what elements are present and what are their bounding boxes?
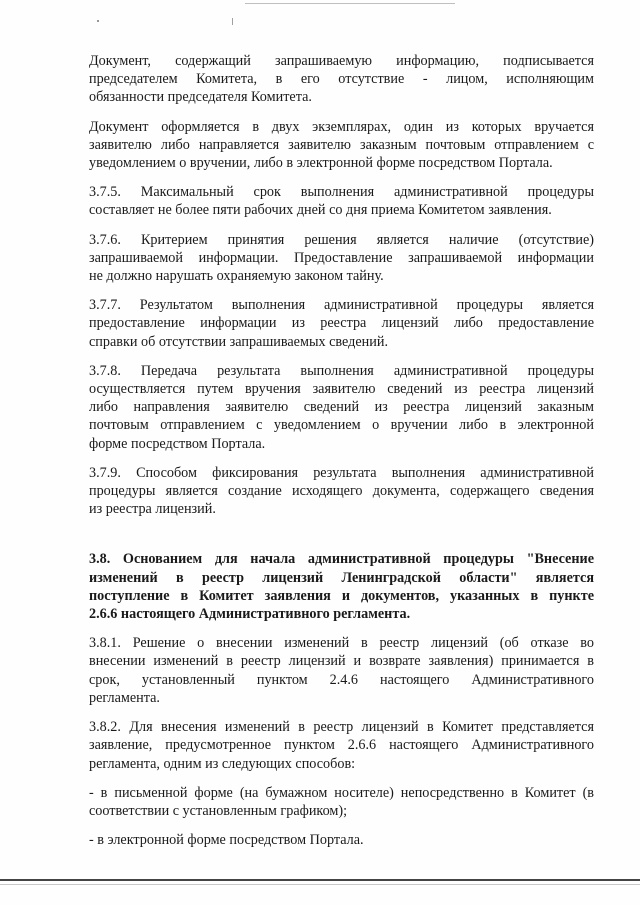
paragraph-3-7-9: 3.7.9. Способом фиксирования результата выполнения административной процедуры является создание исходящего документа, содержащего сведения из реестра лицензий.: [89, 464, 594, 518]
paragraph-3-8-1: 3.8.1. Решение о внесении изменений в реестр лицензий (об отказе во внесении изменений в реестр лицензий и возврате заявления) принимается в срок, установленный пунктом 2.4.6 настоящего Административного регламента.: [89, 635, 594, 706]
scan-artifact-line: [0, 884, 640, 885]
paragraph-p1: Документ, содержащий запрашиваемую информацию, подписывается председателем Комитета, в его отсутствие - лицом, исполняющим обязанности председателя Комитета.: [89, 53, 594, 106]
paragraph-3-7-7: 3.7.7. Результатом выполнения административной процедуры является предоставление информации из реестра лицензий либо предоставление справки об отсутствии запрашиваемых сведений.: [89, 297, 594, 350]
section-heading-3-8: 3.8. Основанием для начала административной процедуры "Внесение изменений в реестр лицензий Ленинградской области" является поступление в Комитет заявления и документов, указанных в пункте 2.6.6 настоящего Административного регламента.: [89, 551, 594, 623]
list-item: - в письменной форме (на бумажном носителе) непосредственно в Комитет (в соответствии с установленным графиком);: [89, 784, 594, 819]
paragraph-3-7-5: 3.7.5. Максимальный срок выполнения административной процедуры составляет не более пяти рабочих дней со дня приема Комитетом заявления.: [89, 184, 594, 219]
page-bottom-edge: [0, 879, 640, 881]
paragraph-3-8-2: 3.8.2. Для внесения изменений в реестр лицензий в Комитет представляется заявление, предусмотренное пунктом 2.6.6 настоящего Административного регламента, одним из следующих способов:: [89, 719, 594, 772]
scan-speck: [232, 18, 233, 25]
scan-artifact-line: [245, 3, 455, 4]
scan-speck: [97, 20, 99, 22]
paragraph-3-7-8: 3.7.8. Передача результата выполнения административной процедуры осуществляется путем вручения заявителю сведений из реестра лицензий либо направления заявителю сведений из реестра лицензий заказным почтовым отправлением с уведомлением о вручении либо в электронной форме посредством Портала.: [89, 362, 594, 452]
document-body: [89, 52, 594, 849]
paragraph-3-7-6: 3.7.6. Критерием принятия решения является наличие (отсутствие) запрашиваемой информации. Предоставление запрашиваемой информации не должно нарушать охраняемую законом тайну.: [89, 231, 594, 285]
list-item: - в электронной форме посредством Портала.: [89, 832, 364, 849]
paragraph-p2: Документ оформляется в двух экземплярах, один из которых вручается заявителю либо направляется заявителю заказным почтовым отправлением с уведомлением о вручении, либо в электронной форме посредством Портала.: [89, 118, 594, 172]
